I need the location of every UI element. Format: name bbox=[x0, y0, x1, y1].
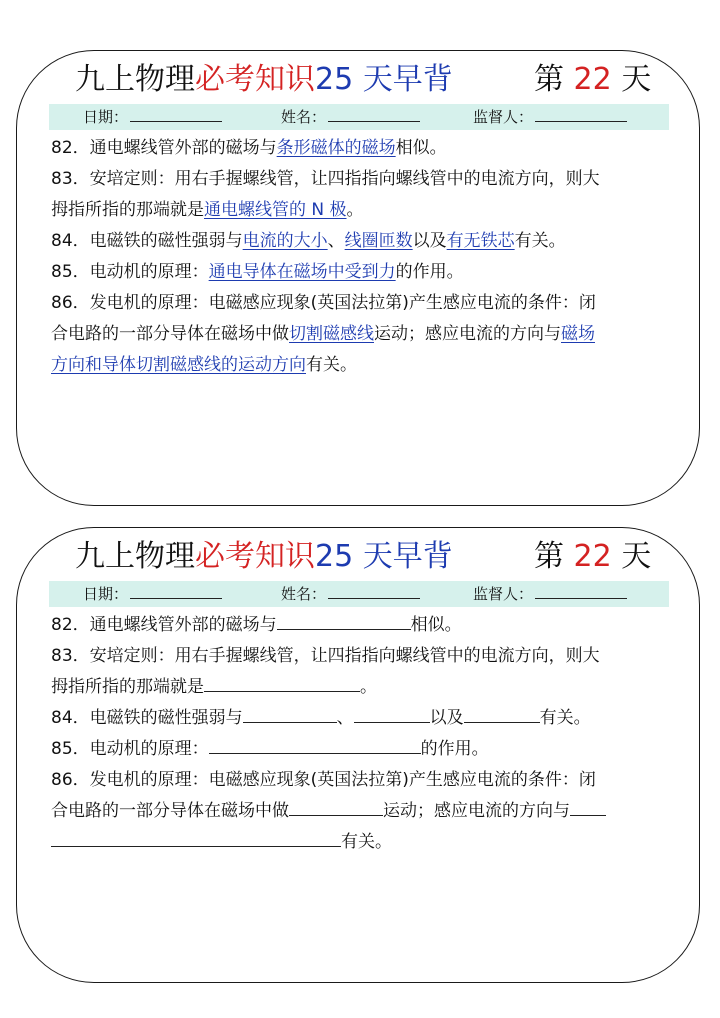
title-days: 25 天早背 bbox=[315, 62, 453, 97]
answer-text: 条形磁体的磁场 bbox=[276, 138, 396, 158]
title-days: 25 天早背 bbox=[315, 539, 453, 574]
info-bar bbox=[49, 104, 669, 130]
supervisor-blank[interactable] bbox=[535, 107, 627, 122]
card-title bbox=[17, 57, 699, 103]
date-blank[interactable] bbox=[130, 584, 222, 599]
knowledge-list bbox=[51, 610, 673, 858]
supervisor-blank[interactable] bbox=[535, 584, 627, 599]
date-blank[interactable] bbox=[130, 107, 222, 122]
card-title bbox=[17, 534, 699, 580]
item-86-line1: 86．发电机的原理：电磁感应现象(英国法拉第)产生感应电流的条件：闭 bbox=[51, 293, 596, 313]
item-83-line1: 83．安培定则：用右手握螺线管，让四指指向螺线管中的电流方向，则大 bbox=[51, 169, 600, 189]
item-86-line3: 有关。 bbox=[51, 827, 673, 858]
title-subject: 九上物理 bbox=[75, 62, 195, 97]
knowledge-list bbox=[51, 133, 673, 381]
name-field: 姓名： bbox=[281, 104, 420, 130]
fill-blank[interactable] bbox=[51, 828, 341, 847]
item-82: 82．通电螺线管外部的磁场与 相似。 bbox=[51, 610, 673, 641]
answer-text: 电流的大小 bbox=[242, 231, 328, 251]
answer-text: 通电导体在磁场中受到力 bbox=[208, 262, 396, 282]
fill-blank[interactable] bbox=[243, 704, 337, 723]
title-highlight: 必考知识 bbox=[195, 62, 315, 97]
answer-text: 通电螺线管的 N 极 bbox=[204, 200, 347, 220]
answer-text: 方向和导体切割磁感线的运动方向 bbox=[51, 355, 306, 375]
item-84: 84．电磁铁的磁性强弱与电流的大小、线圈匝数以及有无铁芯有关。 bbox=[51, 231, 566, 251]
name-blank[interactable] bbox=[328, 584, 420, 599]
supervisor-field: 监督人： bbox=[473, 581, 627, 607]
fill-blank[interactable] bbox=[570, 797, 606, 816]
name-field: 姓名： bbox=[281, 581, 420, 607]
item-86-line2: 合电路的一部分导体在磁场中做切割磁感线运动；感应电流的方向与磁场 bbox=[51, 324, 595, 344]
fill-blank[interactable] bbox=[204, 673, 360, 692]
day-counter: 第 22 天 bbox=[534, 539, 652, 574]
title-subject: 九上物理 bbox=[75, 539, 195, 574]
fill-blank[interactable] bbox=[209, 735, 421, 754]
day-number: 22 bbox=[573, 62, 612, 97]
answer-text: 切割磁感线 bbox=[289, 324, 374, 344]
name-blank[interactable] bbox=[328, 107, 420, 122]
title-highlight: 必考知识 bbox=[195, 539, 315, 574]
answer-text: 有无铁芯 bbox=[446, 231, 515, 251]
fill-blank[interactable] bbox=[277, 611, 411, 630]
item-86-line3: 方向和导体切割磁感线的运动方向有关。 bbox=[51, 355, 357, 375]
answer-text: 线圈匝数 bbox=[344, 231, 413, 251]
item-84: 84．电磁铁的磁性强弱与 、 以及 有关。 bbox=[51, 703, 673, 734]
date-field: 日期： bbox=[83, 104, 222, 130]
answer-card bbox=[16, 50, 700, 506]
item-83-line2: 拇指所指的那端就是 。 bbox=[51, 672, 673, 703]
item-85: 85．电动机的原理： 的作用。 bbox=[51, 734, 673, 765]
item-83-line2: 拇指所指的那端就是通电螺线管的 N 极。 bbox=[51, 200, 364, 220]
info-bar bbox=[49, 581, 669, 607]
item-86-line1: 86．发电机的原理：电磁感应现象(英国法拉第)产生感应电流的条件：闭 bbox=[51, 770, 596, 790]
fill-blank[interactable] bbox=[354, 704, 430, 723]
item-85: 85．电动机的原理：通电导体在磁场中受到力的作用。 bbox=[51, 262, 464, 282]
day-counter: 第 22 天 bbox=[534, 62, 652, 97]
date-field: 日期： bbox=[83, 581, 222, 607]
fill-blank[interactable] bbox=[464, 704, 540, 723]
answer-text: 磁场 bbox=[561, 324, 595, 344]
day-number: 22 bbox=[573, 539, 612, 574]
practice-card bbox=[16, 527, 700, 983]
item-82: 82．通电螺线管外部的磁场与条形磁体的磁场相似。 bbox=[51, 138, 447, 158]
item-83-line1: 83．安培定则：用右手握螺线管，让四指指向螺线管中的电流方向，则大 bbox=[51, 646, 600, 666]
supervisor-field: 监督人： bbox=[473, 104, 627, 130]
fill-blank[interactable] bbox=[289, 797, 383, 816]
item-86-line2: 合电路的一部分导体在磁场中做 运动；感应电流的方向与 bbox=[51, 796, 673, 827]
